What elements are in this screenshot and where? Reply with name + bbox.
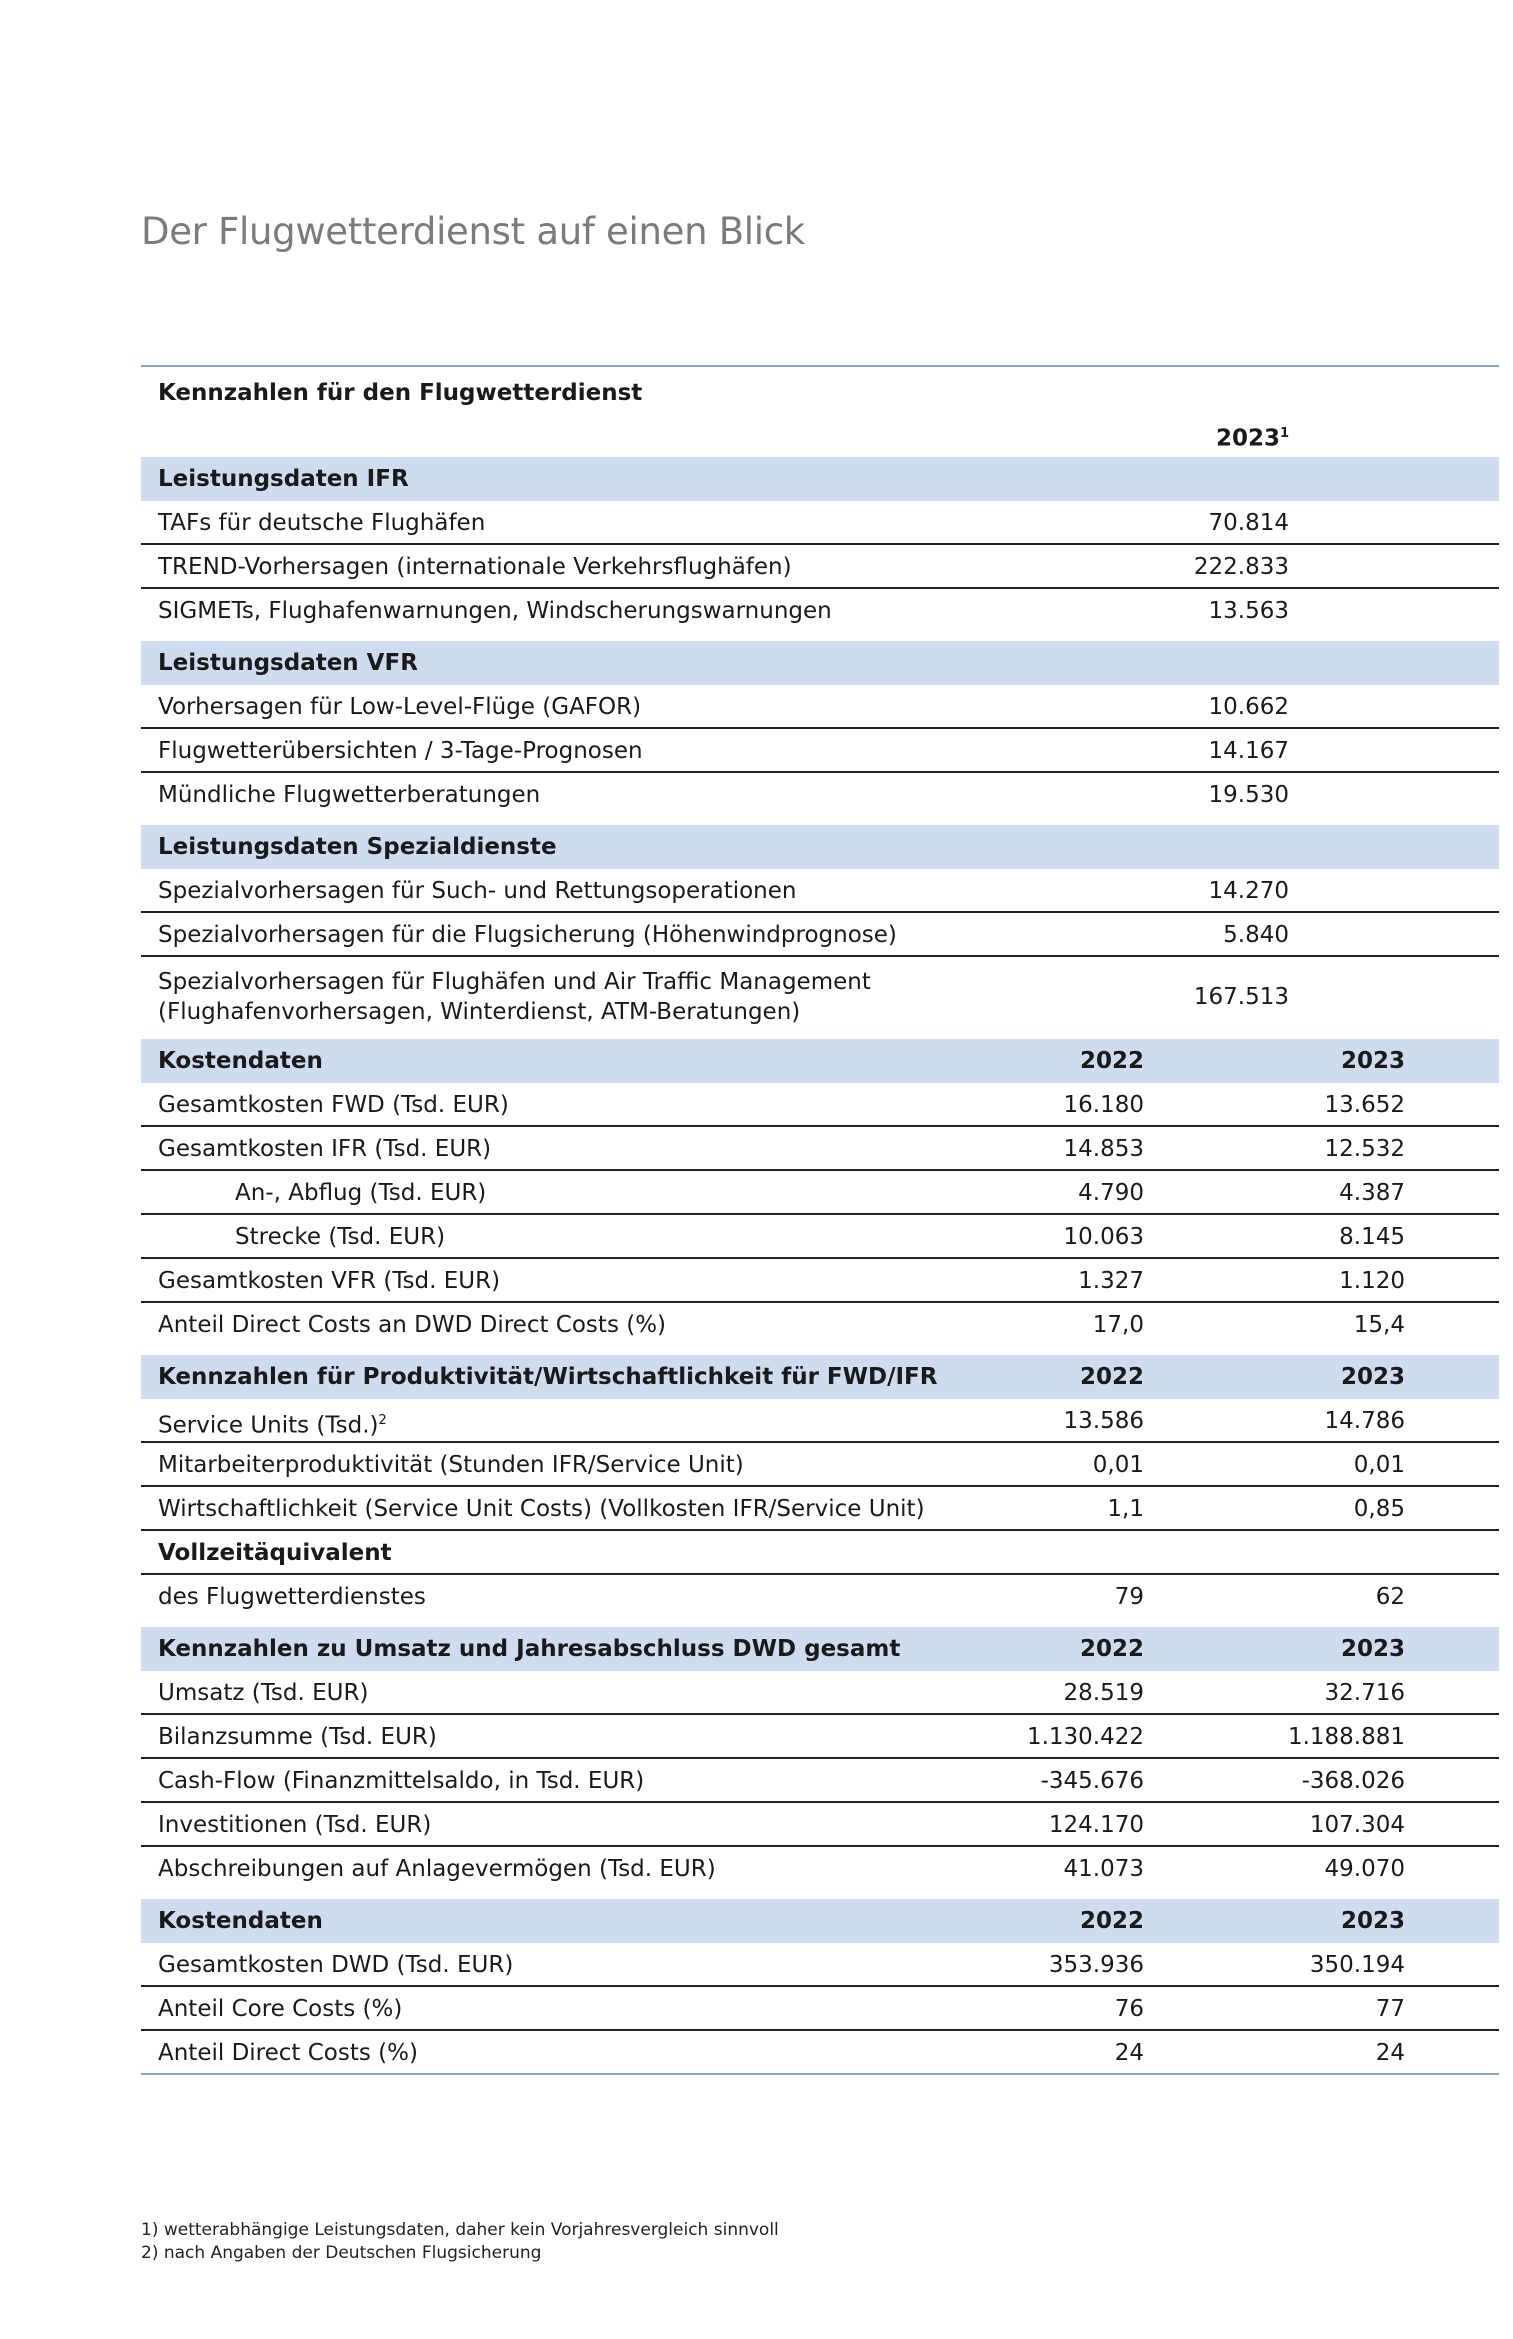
value-2022: 24 bbox=[1114, 2040, 1144, 2066]
value-2022: 2022 bbox=[1079, 1364, 1144, 1390]
row-label: Kennzahlen für Produktivität/Wirtschaftlichkeit für FWD/IFR bbox=[158, 1364, 938, 1390]
value-2023: 15,4 bbox=[1353, 1312, 1405, 1338]
row-label: Gesamtkosten VFR (Tsd. EUR) bbox=[158, 1268, 501, 1294]
row-label: Anteil Direct Costs an DWD Direct Costs (%) bbox=[158, 1312, 667, 1338]
row-label: Gesamtkosten IFR (Tsd. EUR) bbox=[158, 1136, 492, 1162]
value-2022: 0,01 bbox=[1092, 1452, 1144, 1478]
footnote-marker-1: 1 bbox=[1279, 426, 1289, 441]
value-2022: 16.180 bbox=[1063, 1092, 1144, 1118]
table-row bbox=[141, 589, 1499, 633]
section-heading-special bbox=[141, 825, 1499, 869]
key-figures-table bbox=[141, 365, 1499, 2075]
row-label: Bilanzsumme (Tsd. EUR) bbox=[158, 1724, 437, 1750]
section-heading-ifr bbox=[141, 457, 1499, 501]
table-title-row bbox=[141, 367, 1499, 419]
value-2022: 17,0 bbox=[1092, 1312, 1144, 1338]
value-2023: 5.840 bbox=[1223, 922, 1289, 948]
value-2023: 1.188.881 bbox=[1287, 1724, 1405, 1750]
value-2022: 41.073 bbox=[1063, 1856, 1144, 1882]
row-label bbox=[158, 967, 871, 1027]
value-2023: 19.530 bbox=[1208, 782, 1289, 808]
cell-text: 2023 bbox=[1215, 425, 1280, 452]
value-2022: 76 bbox=[1114, 1996, 1144, 2022]
table-row bbox=[141, 1575, 1499, 1619]
value-2022: -345.676 bbox=[1040, 1768, 1144, 1794]
value-2023: 24 bbox=[1375, 2040, 1405, 2066]
table-row bbox=[141, 1215, 1499, 1259]
value-2023: 14.167 bbox=[1208, 738, 1289, 764]
table-row bbox=[141, 545, 1499, 589]
value-2022: 28.519 bbox=[1063, 1680, 1144, 1706]
row-label: Leistungsdaten Spezialdienste bbox=[158, 834, 557, 860]
row-label: TAFs für deutsche Flughäfen bbox=[158, 510, 486, 536]
table-row bbox=[141, 685, 1499, 729]
table-row bbox=[141, 1987, 1499, 2031]
cell-text: (Flughafenvorhersagen, Winterdienst, ATM-Beratungen) bbox=[158, 999, 801, 1025]
value-2022: 14.853 bbox=[1063, 1136, 1144, 1162]
row-label: Flugwetterübersichten / 3-Tage-Prognosen bbox=[158, 738, 643, 764]
section-heading-dwd-costs bbox=[141, 1899, 1499, 1943]
value-2023: 77 bbox=[1375, 1996, 1405, 2022]
value-2023: 1.120 bbox=[1339, 1268, 1405, 1294]
table-row bbox=[141, 1943, 1499, 1987]
table-row bbox=[141, 501, 1499, 545]
table-row bbox=[141, 1259, 1499, 1303]
value-2023: 4.387 bbox=[1339, 1180, 1405, 1206]
value-2023: 62 bbox=[1375, 1584, 1405, 1610]
value-2022: 4.790 bbox=[1078, 1180, 1144, 1206]
row-label: TREND-Vorhersagen (internationale Verkehrsflughäfen) bbox=[158, 554, 792, 580]
footnote-1: 1) wetterabhängige Leistungsdaten, daher kein Vorjahresvergleich sinnvoll bbox=[141, 2220, 779, 2240]
row-label: Anteil Core Costs (%) bbox=[158, 1996, 403, 2022]
row-label: Abschreibungen auf Anlagevermögen (Tsd. EUR) bbox=[158, 1856, 716, 1882]
year-header bbox=[1216, 419, 1289, 454]
section-heading-revenue bbox=[141, 1627, 1499, 1671]
footnote-2: 2) nach Angaben der Deutschen Flugsicherung bbox=[141, 2243, 542, 2263]
row-label: Leistungsdaten IFR bbox=[158, 466, 409, 492]
row-label: Kennzahlen zu Umsatz und Jahresabschluss DWD gesamt bbox=[158, 1636, 901, 1662]
row-label bbox=[158, 1399, 387, 1448]
table-row bbox=[141, 913, 1499, 957]
value-2022: 353.936 bbox=[1048, 1952, 1144, 1978]
page-title: Der Flugwetterdienst auf einen Blick bbox=[141, 210, 805, 253]
value-2023: 49.070 bbox=[1324, 1856, 1405, 1882]
table-row bbox=[141, 2031, 1499, 2075]
year-header-row bbox=[141, 419, 1499, 457]
value-2023: 70.814 bbox=[1208, 510, 1289, 536]
value-2022: 1.327 bbox=[1078, 1268, 1144, 1294]
row-label: Gesamtkosten FWD (Tsd. EUR) bbox=[158, 1092, 509, 1118]
row-label: Kostendaten bbox=[158, 1048, 323, 1074]
row-label: Spezialvorhersagen für die Flugsicherung (Höhenwindprognose) bbox=[158, 922, 897, 948]
value-2023: 2023 bbox=[1340, 1636, 1405, 1662]
table-row bbox=[141, 1487, 1499, 1531]
row-label: An-, Abflug (Tsd. EUR) bbox=[235, 1180, 487, 1206]
value-2023: 13.563 bbox=[1208, 598, 1289, 624]
value-2023: -368.026 bbox=[1301, 1768, 1405, 1794]
value-2022: 2022 bbox=[1079, 1048, 1144, 1074]
row-label: Spezialvorhersagen für Such- und Rettungsoperationen bbox=[158, 878, 797, 904]
row-label: Wirtschaftlichkeit (Service Unit Costs) (Vollkosten IFR/Service Unit) bbox=[158, 1496, 925, 1522]
section-heading-vfr bbox=[141, 641, 1499, 685]
table-row bbox=[141, 1671, 1499, 1715]
section-heading-costs bbox=[141, 1039, 1499, 1083]
table-row bbox=[141, 1083, 1499, 1127]
row-label: Investitionen (Tsd. EUR) bbox=[158, 1812, 432, 1838]
row-label: Strecke (Tsd. EUR) bbox=[235, 1224, 446, 1250]
footnotes bbox=[141, 2219, 779, 2265]
table-row bbox=[141, 1759, 1499, 1803]
row-label: Leistungsdaten VFR bbox=[158, 650, 418, 676]
value-2023: 0,85 bbox=[1353, 1496, 1405, 1522]
table-row bbox=[141, 1399, 1499, 1443]
table-row bbox=[141, 869, 1499, 913]
fte-heading-row bbox=[141, 1531, 1499, 1575]
value-2023: 107.304 bbox=[1309, 1812, 1405, 1838]
table-row bbox=[141, 1847, 1499, 1891]
value-2022: 2022 bbox=[1079, 1636, 1144, 1662]
row-label: Mündliche Flugwetterberatungen bbox=[158, 782, 541, 808]
cell-text: Spezialvorhersagen für Flughäfen und Air Traffic Management bbox=[158, 969, 871, 995]
table-row bbox=[141, 1443, 1499, 1487]
value-2023: 167.513 bbox=[1193, 984, 1289, 1010]
row-label: Gesamtkosten DWD (Tsd. EUR) bbox=[158, 1952, 514, 1978]
row-label: Vorhersagen für Low-Level-Flüge (GAFOR) bbox=[158, 694, 642, 720]
cell-text: Service Units (Tsd.) bbox=[158, 1412, 379, 1439]
value-2023: 14.786 bbox=[1324, 1408, 1405, 1434]
table-title: Kennzahlen für den Flugwetterdienst bbox=[158, 380, 643, 406]
value-2022: 1.130.422 bbox=[1026, 1724, 1144, 1750]
value-2023: 10.662 bbox=[1208, 694, 1289, 720]
section-heading-productivity bbox=[141, 1355, 1499, 1399]
value-2023: 8.145 bbox=[1339, 1224, 1405, 1250]
row-label: Kostendaten bbox=[158, 1908, 323, 1934]
row-label: Mitarbeiterproduktivität (Stunden IFR/Service Unit) bbox=[158, 1452, 744, 1478]
table-row bbox=[141, 1803, 1499, 1847]
value-2023: 222.833 bbox=[1193, 554, 1289, 580]
value-2022: 1,1 bbox=[1107, 1496, 1144, 1522]
footnote-marker-2: 2 bbox=[378, 1413, 387, 1428]
value-2022: 79 bbox=[1114, 1584, 1144, 1610]
value-2022: 124.170 bbox=[1048, 1812, 1144, 1838]
row-label: Cash-Flow (Finanzmittelsaldo, in Tsd. EUR) bbox=[158, 1768, 645, 1794]
value-2023: 350.194 bbox=[1309, 1952, 1405, 1978]
value-2023: 32.716 bbox=[1324, 1680, 1405, 1706]
value-2023: 13.652 bbox=[1324, 1092, 1405, 1118]
value-2022: 10.063 bbox=[1063, 1224, 1144, 1250]
value-2023: 0,01 bbox=[1353, 1452, 1405, 1478]
value-2023: 2023 bbox=[1340, 1364, 1405, 1390]
value-2023: 12.532 bbox=[1324, 1136, 1405, 1162]
table-row bbox=[141, 1127, 1499, 1171]
value-2022: 13.586 bbox=[1063, 1408, 1144, 1434]
row-label: Umsatz (Tsd. EUR) bbox=[158, 1680, 369, 1706]
table-row bbox=[141, 729, 1499, 773]
value-2022: 2022 bbox=[1079, 1908, 1144, 1934]
table-row bbox=[141, 1715, 1499, 1759]
value-2023: 2023 bbox=[1340, 1048, 1405, 1074]
value-2023: 2023 bbox=[1340, 1908, 1405, 1934]
row-label: des Flugwetterdienstes bbox=[158, 1584, 426, 1610]
table-row bbox=[141, 1303, 1499, 1347]
table-row bbox=[141, 1171, 1499, 1215]
table-row bbox=[141, 957, 1499, 1037]
row-label: Anteil Direct Costs (%) bbox=[158, 2040, 418, 2066]
table-row bbox=[141, 773, 1499, 817]
value-2023: 14.270 bbox=[1208, 878, 1289, 904]
row-label: SIGMETs, Flughafenwarnungen, Windscherungswarnungen bbox=[158, 598, 832, 624]
row-label: Vollzeitäquivalent bbox=[158, 1540, 392, 1566]
